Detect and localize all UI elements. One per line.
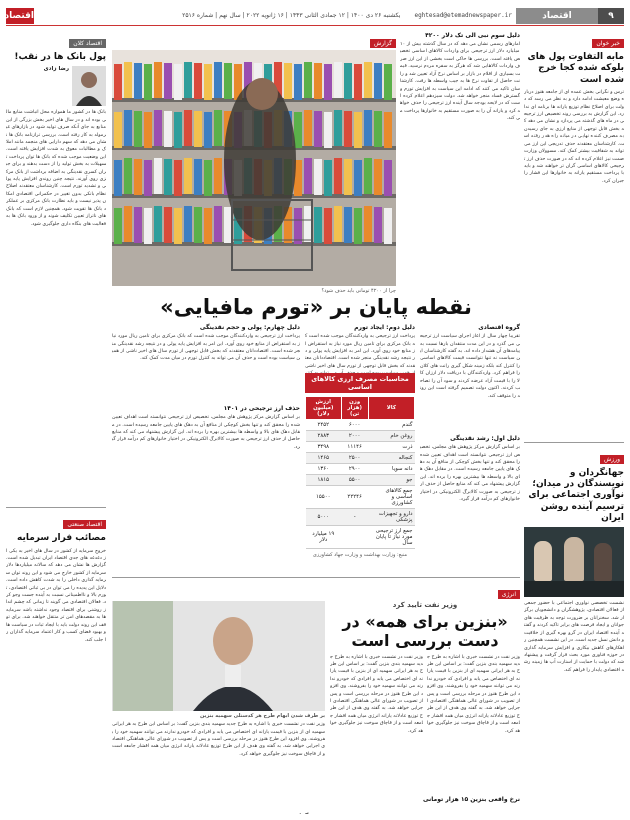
- product-item: [134, 111, 142, 147]
- table-cell: ۱۵۵۰۰: [306, 486, 342, 509]
- product-item: [354, 160, 362, 196]
- product-item: [344, 63, 352, 99]
- table-cell: ۲۵۰۰: [341, 453, 368, 464]
- product-item: [344, 207, 352, 243]
- table-cell: ۲۴۵۲: [306, 420, 342, 431]
- section-tag: خبر خوان: [592, 39, 624, 48]
- oil-subhead: نرخ واقعی بنزین ۱۵ هزار تومانی: [422, 795, 520, 803]
- product-item: [154, 110, 162, 146]
- table-row: [306, 509, 415, 526]
- product-item: [314, 111, 322, 147]
- table-cell: ۲۹۰۰: [341, 464, 368, 475]
- product-item: [214, 62, 222, 98]
- supermarket-photo: [112, 50, 396, 286]
- author-name: رضا زادی: [43, 66, 69, 73]
- subhead-body: بر اساس گزارش مرکز پژوهش های مجلس، تخصیص ارز ترجیحی نتوانسته است اهداف تعیین شده را محقق کند و تنها بخش کوچکی از منافع آن به دهک های پایین جامعه رسیده است. در مقابل دهک های بالا و واسطه ها بیشترین بهره را برده اند. این گزارش پیشنهاد می کند که منابع حاصل از حذف ارز ترجیحی به صورت کالابرگ الکترونیکی در اختیار خانوارهای کم درآمد قرار گیرد.: [112, 415, 300, 450]
- product-item: [184, 62, 192, 98]
- product-item: [344, 159, 352, 195]
- table-cell: ۳۴۹۸: [306, 442, 342, 453]
- middle-area: [112, 30, 520, 814]
- table-cell: ۲۲۲۴۶: [341, 486, 368, 509]
- table-cell: ۵۰۰۰: [306, 509, 342, 526]
- section-title: اقتصاد: [516, 8, 598, 24]
- minister-photo-image: [113, 601, 325, 711]
- side-story-body: آمارهای رسمی نشان می دهد که در سال گذشته بیش از ۱۰ میلیارد دلار ارز ترجیحی برای واردات کالاهای اساسی تخصیص یافته است. بررسی ها حاکی است بخشی از این ارز صرف واردات کالاهایی شد که هرگز به سفره مردم نرسید. قیمت بسیاری از اقلام در بازار بر اساس نرخ آزاد تعیین شد و رانت حاصل از تفاوت نرخ ها به جیب واسطه ها رفت. کارشناسان تاکید می کنند که ادامه این سیاست به افزایش تورم و گسترش فساد منجر خواهد شد. دولت سیزدهم اعلام کرده است که در لایحه بودجه سال آینده ارز ترجیحی را حذف خواهد کرد و یارانه آن را به صورت مستقیم به خانوارها پرداخت می کند.: [400, 42, 520, 122]
- product-item: [324, 64, 332, 100]
- product-item: [204, 160, 212, 196]
- product-item: [334, 158, 342, 194]
- product-item: [314, 159, 322, 195]
- product-item: [114, 112, 122, 148]
- subhead: دلیل اول: رشد نقدینگی: [450, 435, 520, 443]
- side-story: [400, 30, 520, 292]
- author-box: [6, 66, 106, 106]
- section-tag: اقتصاد کلان: [69, 39, 106, 48]
- feature-headline: نقطه پایان بر «تورم مافیایی»: [160, 295, 472, 319]
- product-item: [344, 111, 352, 147]
- table-cell: ذرت: [368, 442, 414, 453]
- column-body: خروج سرمایه از کشور در سال های اخیر به یکی از دغدغه های جدی اقتصاد ایران تبدیل شده است. گزارش ها نشان می دهد که سالانه میلیاردها دلار سرمایه از کشور خارج می شود و این روند توان سرمایه گذاری داخلی را به شدت کاهش داده است. دلایل این پدیده را می توان در بی ثباتی اقتصادی، تورم بالا و نااطمینانی نسبت به آینده جست وجو کرد. فعالان اقتصادی می گویند تا زمانی که چشم انداز روشنی برای اقتصاد وجود نداشته باشد سرمایه ها به مقصدهای امن تر منتقل خواهند شد. برای توقف این روند دولت باید با ایجاد ثبات در سیاست ها و بهبود فضای کسب و کار اعتماد سرمایه گذاران را جلب کند.: [6, 548, 106, 643]
- product-item: [204, 112, 212, 148]
- product-item: [304, 206, 312, 242]
- product-item: [124, 62, 132, 98]
- table-cell: جو: [368, 475, 414, 486]
- product-item: [174, 64, 182, 100]
- oil-body: وزیر نفت در نشست خبری با اشاره به طرح جدید سهمیه بندی بنزین گفت: بر اساس این طرح به هر ایرانی سهمیه ای از بنزین با قیمت یارانه ای اختصاص می یابد و افرادی که خودرو ندارند می توانند سهمیه خود را بفروشند. وی افزود این طرح هنوز در مرحله بررسی است و پس از تصویب در شورای عالی هماهنگی اقتصادی اجرایی خواهد شد. به گفته وی هدف از این طرح توزیع عادلانه یارانه انرژی میان همه اقشار جامعه است و از قاچاق سوخت نیز جلوگیری خواهد کرد.: [330, 654, 423, 734]
- feature-body: بر اساس گزارش مرکز پژوهش های مجلس، تخصیص ارز ترجیحی نتوانسته است اهداف تعیین شده را محقق کند و تنها بخش کوچکی از منافع آن به دهک های پایین جامعه رسیده است. در مقابل دهک های بالا و واسطه ها بیشترین بهره را برده اند. این گزارش پیشنهاد می کند که منابع حاصل از حذف ارز ترجیحی به صورت کالابرگ الکترونیکی در اختیار خانوارهای کم درآمد قرار گیرد.: [420, 445, 520, 503]
- side-story-headline: دلیل سوم نبی الی تک دلار ۴۲۰۰: [425, 32, 520, 39]
- product-item: [314, 63, 322, 99]
- table-cell: ۱۳۶۰: [306, 464, 342, 475]
- product-item: [354, 208, 362, 244]
- table-row: [306, 442, 415, 453]
- masthead: [6, 6, 624, 26]
- product-item: [334, 62, 342, 98]
- product-item: [364, 158, 372, 194]
- feature-body: تقریبا چهار سال از آغاز اجرای سیاست ارز ترجیحی می گذرد و در این مدت منتقدان بارها نسبت به پیامدهای آن هشدار داده اند. به گفته کارشناسان این سیاست نه تنها نتوانست قیمت کالاهای اساسی را کنترل کند بلکه زمینه شکل گیری رانت های کلان را فراهم کرد. واردکنندگان با دریافت دلار ارزان کالا را با قیمت آزاد عرضه کردند و سود آن را تصاحب کردند. اکنون دولت تصمیم گرفته است این روند را متوقف کند.: [420, 334, 520, 399]
- email-address: eghtesad@etemadnewspaper.ir: [414, 12, 512, 19]
- story-headline: جهانگردان و نویسندگان در میدان؛ نوآوری اجتماعی برای ترسیم آینده روشن ایران: [528, 467, 624, 523]
- table-cell: دانه سویا: [368, 464, 414, 475]
- story-body: ترس و نگرانی بخش عمده ای از جامعه هنوز درباره وضع معیشت ادامه دارد و به نظر می رسد که دولت برای اصلاح نظام توزیع یارانه ها برنامه ای ندارد. این گزارش به بررسی روند تخصیص ارز ترجیحی در ماه های گذشته می پردازد و نشان می دهد که بخش قابل توجهی از منابع ارزی به جای رسیدن به مصرف کننده نهایی در میانه راه هدر رفته است. کارشناسان معتقدند حذف تدریجی این ارز می تواند به شفافیت بیشتر کمک کند. مسوولان وزارت صمت نیز اعلام کرده اند که در صورت حذف ارز ترجیحی کالاهای اساسی گران تر خواهند شد و باید با پرداخت مستقیم یارانه به خانوارها این فشار را جبران کرد.: [524, 89, 624, 184]
- product-item: [324, 208, 332, 244]
- product-item: [154, 206, 162, 242]
- table-cell: ۱۹ میلیارد دلار: [306, 526, 342, 549]
- product-item: [144, 64, 152, 100]
- table-cell: -: [341, 509, 368, 526]
- product-item: [164, 111, 172, 147]
- product-item: [384, 160, 392, 196]
- product-item: [224, 63, 232, 99]
- product-item: [384, 64, 392, 100]
- product-item: [124, 110, 132, 146]
- product-item: [364, 62, 372, 98]
- supermarket-shelves-image: [112, 50, 396, 286]
- product-item: [194, 159, 202, 195]
- product-item: [194, 207, 202, 243]
- product-item: [164, 159, 172, 195]
- product-item: [304, 62, 312, 98]
- product-item: [154, 62, 162, 98]
- product-item: [184, 206, 192, 242]
- product-item: [214, 110, 222, 146]
- story-body: نشست تخصصی نوآوری اجتماعی با حضور جمعی از فعالان اقتصادی، پژوهشگران و دانشجویان برگزار شد. سخنرانان بر ضرورت توجه به ظرفیت های جوانان و ایجاد فرصت های برابر تاکید کردند و گفتند آینده اقتصاد ایران در گرو بهره گیری از خلاقیت و دانش نسل جدید است. در این نشست همچنین راهکارهای کاهش بیکاری و افزایش سرمایه گذاری در حوزه فناوری مورد بحث قرار گرفت و پیشنهاد شد که دولت با حمایت از استارت آپ ها زمینه رشد اقتصادی پایدار را فراهم کند.: [524, 601, 624, 673]
- product-item: [384, 208, 392, 244]
- table-cell: ۶۰۰۰: [341, 420, 368, 431]
- product-item: [114, 208, 122, 244]
- table-header-cell: کالا: [368, 397, 414, 420]
- author-photo: [72, 66, 106, 106]
- product-item: [294, 64, 302, 100]
- product-item: [374, 111, 382, 147]
- table-cell: گندم: [368, 420, 414, 431]
- product-item: [324, 112, 332, 148]
- product-item: [324, 160, 332, 196]
- product-item: [144, 112, 152, 148]
- table-cell: جمع کالاهای اساسی و کشاورزی: [368, 486, 414, 509]
- table-cell: ۵۵۰۰: [341, 475, 368, 486]
- subhead-body: پرداخت ارز ترجیحی به واردکنندگان موجب شده است که بانک مرکزی برای تامین ریال مورد نیاز به استقراض از منابع خود روی آورد. این امر به افزایش پایه پولی و در نتیجه رشد نقدینگی منجر شده است. اقتصاددانان معتقدند که بخش قابل توجهی از تورم سال های اخیر ناشی از همین سیاست بوده است و حذف آن می تواند به کنترل تورم در میان مدت کمک کند.: [112, 334, 300, 362]
- column-headline: پول بانک ها در نقب!: [14, 52, 106, 62]
- product-item: [364, 206, 372, 242]
- oil-headline: «بنزین برای همه» در دست بررسی است: [342, 612, 508, 651]
- table-title: محاسبات مصرف ارزی کالاهای اساسی: [305, 373, 415, 393]
- column-headline: مصائب فرار سرمایه: [17, 533, 106, 544]
- product-item: [184, 158, 192, 194]
- product-item: [174, 208, 182, 244]
- subhead-body: پرداخت ارز ترجیحی به واردکنندگان موجب شده است که بانک مرکزی برای تامین ریال مورد نیاز به استقراض از منابع خود روی آورد. این امر به افزایش پایه پولی و در نتیجه رشد نقدینگی منجر شده است. اقتصاددانان معتقدند که بخش قابل توجهی از تورم سال های اخیر ناشی: [305, 334, 415, 369]
- table-cell: روغن خام: [368, 431, 414, 442]
- product-item: [294, 112, 302, 148]
- subhead: دلیل دوم: ایجاد تورم: [354, 324, 415, 332]
- product-item: [314, 207, 322, 243]
- product-item: [194, 111, 202, 147]
- date-line: یکشنبه ۲۶ دی ۱۴۰۰ | ۱۲ جمادی الثانی ۱۴۴۳ | ۱۶ ژانویه ۲۰۲۲ | سال نهم | شماره ۲۵۱۶: [182, 12, 401, 19]
- product-item: [134, 207, 142, 243]
- right-column: [524, 30, 624, 814]
- column-body: بانک ها در کشور ما همواره محل انباشت منابع مالی بوده اند و در سال های اخیر بخش بزرگی از این منابع به جای آنکه صرف تولید شود در بازارهای غیرمولد به کار رفته است. بررسی ترازنامه بانک ها نشان می دهد که سهم دارایی های منجمد مانند املاک و مطالبات معوق به شدت افزایش یافته است. این وضعیت موجب شده که بانک ها توان پرداخت تسهیلات به بخش تولید را از دست بدهند و برای جبران کسری نقدینگی به اضافه برداشت از بانک مرکزی روی آورند. نتیجه چنین روندی افزایش پایه پولی و تشدید تورم است. کارشناسان معتقدند اصلاح نظام بانکی بدون تغییر در حکمرانی اقتصادی امکان پذیر نیست و باید نظارت بانک مرکزی بر عملکرد بانک ها تقویت شود. همچنین لازم است که بانک های ناتراز تعیین تکلیف شوند و از ورود بانک ها به فعالیت های بنگاه داری جلوگیری شود.: [6, 110, 106, 227]
- product-item: [364, 110, 372, 146]
- newspaper-logo: اقتصاد: [6, 8, 34, 24]
- table-header-cell: ارزش (میلیون دلار): [306, 397, 342, 420]
- product-item: [144, 208, 152, 244]
- table-row: [306, 486, 415, 509]
- product-item: [334, 206, 342, 242]
- product-item: [224, 207, 232, 243]
- table-row: [306, 464, 415, 475]
- minister-portrait: [112, 601, 325, 711]
- table-cell: ۲۰۰۰: [341, 431, 368, 442]
- section-tag: انرژی: [498, 590, 520, 599]
- table-cell: جمع ارز ترجیحی مورد نیاز تا پایان سال: [368, 526, 414, 549]
- product-item: [374, 207, 382, 243]
- product-item: [294, 208, 302, 244]
- product-item: [214, 206, 222, 242]
- product-item: [154, 158, 162, 194]
- product-item: [124, 158, 132, 194]
- section-tag: گزارش: [370, 39, 396, 48]
- table-row: [306, 453, 415, 464]
- feature-kicker: گروه اقتصادی: [478, 324, 520, 332]
- oil-subhead: [112, 813, 325, 814]
- section-tag: ورزش: [600, 455, 624, 464]
- table-cell: ۱۴۶۵: [306, 453, 342, 464]
- event-photo: [524, 527, 624, 597]
- table-row: [306, 526, 415, 549]
- page-number: ۹: [598, 8, 624, 24]
- section-tag: اقتصاد صنعتی: [63, 520, 106, 529]
- product-item: [134, 63, 142, 99]
- story-headline: مابه التفاوت پول های بلوکه شده کجا خرج شده است: [527, 52, 624, 85]
- table-source: منبع: وزارت بهداشت و وزارت جهاد کشاورزی: [312, 552, 408, 559]
- product-item: [214, 158, 222, 194]
- product-item: [144, 160, 152, 196]
- product-item: [354, 64, 362, 100]
- subhead: حذف ارز ترجیحی در ۱۴۰۱: [223, 405, 300, 413]
- product-item: [164, 63, 172, 99]
- oil-body: وزیر نفت در نشست خبری با اشاره به طرح جدید سهمیه بندی بنزین گفت: بر اساس این طرح به هر ایرانی سهمیه ای از بنزین با قیمت یارانه ای اختصاص می یابد و افرادی که خودرو ندارند می توانند سهمیه خود را بفروشند. وی افزود این طرح هنوز در مرحله بررسی است و پس از تصویب در شورای عالی هماهنگی اقتصادی اجرایی خواهد شد. به گفته وی هدف از این طرح توزیع عادلانه یارانه انرژی میان همه اقشار جامعه است و از قاچاق سوخت نیز جلوگیری خواهد کرد.: [112, 722, 325, 757]
- subhead: دلیل چهارم: پولی و حجم نقدینگی: [199, 324, 300, 332]
- product-item: [194, 63, 202, 99]
- product-item: [374, 63, 382, 99]
- table-cell: ۱۱۱۴۶: [341, 442, 368, 453]
- table-cell: کنجاله: [368, 453, 414, 464]
- product-item: [334, 110, 342, 146]
- table-cell: ۱۸۱۵: [306, 475, 342, 486]
- table-cell: ۲۸۸۳: [306, 431, 342, 442]
- oil-kicker: وزیر نفت تایید کرد: [392, 601, 458, 610]
- product-item: [204, 64, 212, 100]
- product-item: [174, 160, 182, 196]
- photo-caption: چرا از ۴۲۰۰ تومانی باید حذف شود؟: [321, 288, 396, 294]
- product-item: [114, 64, 122, 100]
- product-item: [204, 208, 212, 244]
- table-header-cell: وزن (هزار تن): [341, 397, 368, 420]
- product-item: [184, 110, 192, 146]
- product-item: [114, 160, 122, 196]
- currency-table: [305, 396, 415, 549]
- product-item: [354, 112, 362, 148]
- oil-body: وزیر نفت در نشست خبری با اشاره به طرح جدید سهمیه بندی بنزین گفت: بر اساس این طرح به هر ایرانی سهمیه ای از بنزین با قیمت یارانه ای اختصاص می یابد و افرادی که خودرو ندارند می توانند سهمیه خود را بفروشند. وی افزود این طرح هنوز در مرحله بررسی است و پس از تصویب در شورای عالی هماهنگی اقتصادی اجرایی خواهد شد. به گفته وی هدف از این طرح توزیع عادلانه یارانه انرژی میان همه اقشار جامعه است و از قاچاق سوخت نیز جلوگیری خواهد کرد.: [427, 654, 520, 734]
- product-item: [374, 159, 382, 195]
- table-row: [306, 420, 415, 431]
- product-item: [174, 112, 182, 148]
- product-item: [134, 159, 142, 195]
- product-item: [164, 207, 172, 243]
- product-item: [304, 158, 312, 194]
- table-cell: دارو و تجهیزات پزشکی: [368, 509, 414, 526]
- table-cell: [341, 526, 368, 549]
- table-row: [306, 431, 415, 442]
- product-item: [304, 110, 312, 146]
- product-item: [124, 206, 132, 242]
- product-item: [284, 63, 292, 99]
- product-item: [384, 112, 392, 148]
- left-column: [6, 30, 106, 814]
- portrait-caption: بر طرف شدن ابهام طرح هر کدسنلی سهمیه بنزین: [200, 713, 325, 720]
- table-row: [306, 475, 415, 486]
